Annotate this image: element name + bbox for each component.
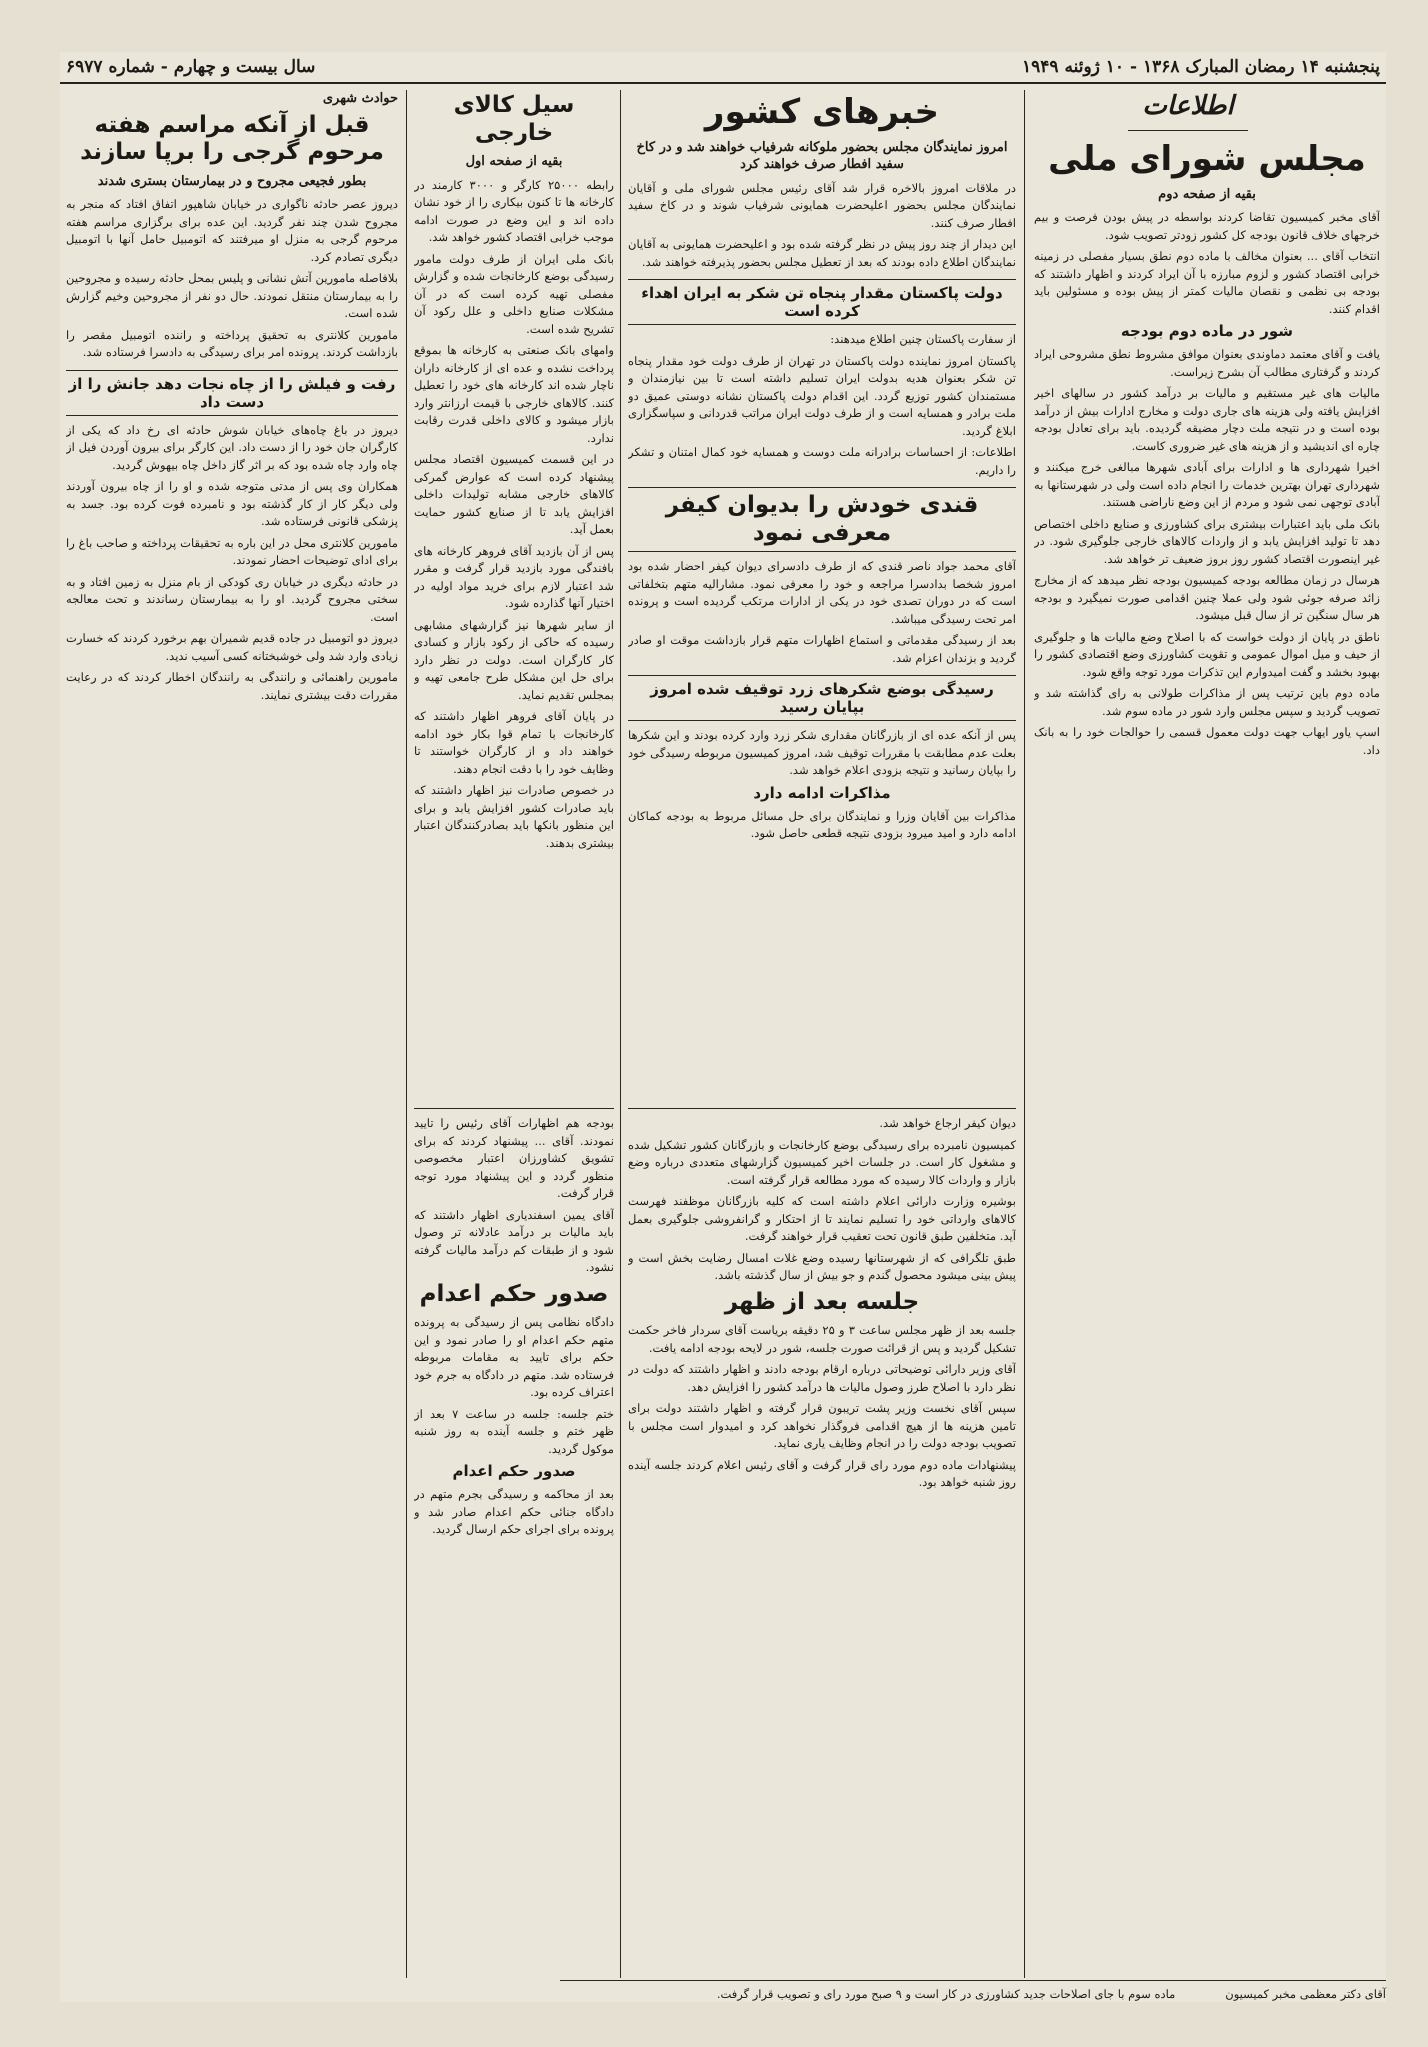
- incidents-column: [66, 88, 398, 1976]
- incidents-subtitle: بطور فجیعی مجروح و در بیمارستان بستری شدند: [97, 173, 367, 189]
- paragraph: مالیات های غیر مستقیم و مالیات بر درآمد کشور در سالهای اخیر افزایش یافته ولی هزینه های جاری دولت و مخارج ادارات بیش از درآمد بوده است و در نتیجه ملت دچار مضیقه گردیده. باید برای تعادل بودجه چاره ای اندیشید و از هزینه های غیر ضروری کاست.: [1034, 386, 1380, 453]
- paragraph: دیوان کیفر ارجاع خواهد شد.: [879, 1116, 1016, 1130]
- paragraph: مذاکرات بین آقایان وزرا و نمایندگان برای حل مسائل مربوط به بودجه کماکان ادامه دارد و امید میرود بزودی نتیجه قطعی حاصل شود.: [628, 808, 1016, 841]
- paragraph: در این قسمت کمیسیون اقتصاد مجلس پیشنهاد کرده است که عوارض گمرکی کالاهای خارجی مشابه تولیدات داخلی افزایش یابد تا از صنایع کشور حمایت بعمل آید.: [414, 452, 614, 537]
- paragraph: بوشیره وزارت دارائی اعلام داشته است که کلیه بازرگانان موظفند فهرست کالاهای وارداتی خود را تسلیم نمایند تا از احتکار و گرانفروشی جلوگیری بعمل آید. متخلفین طبق قانون تحت تعقیب قرار خواهند گرفت.: [628, 1194, 1016, 1243]
- paragraph: کمیسیون نامبرده برای رسیدگی بوضع کارخانجات و بازرگانان کشور تشکیل شده و مشغول کار است. در جلسات اخیر کمیسیون گزارشهای متعددی درباره وضع بازار و واردات کالا رسیده که مورد مطالعه قرار گرفته است.: [628, 1137, 1016, 1187]
- budget-block-left: [414, 1100, 614, 1980]
- budget-block-right: [628, 1100, 1016, 1980]
- section-heading: شور در ماده دوم بودجه: [1120, 322, 1294, 341]
- paragraph: بعد از محاکمه و رسیدگی بجرم متهم در دادگاه جنائی حکم اعدام صادر شد و پرونده برای اجرای حکم ارسال گردید.: [414, 1487, 614, 1537]
- paragraph: این دیدار از چند روز پیش در نظر گرفته شده بود و اعلیحضرت همایونی به آقایان نمایندگان اطلاع داده بودند که بعد از تعطیل مجلس بحضور پذیرفته خواهند شد.: [628, 237, 1016, 269]
- section-heading: صدور حکم اعدام: [419, 1280, 609, 1307]
- news-lead: امروز نمایندگان مجلس بحضور ملوکانه شرفیاب خواهند شد و در کاخ سفید افطار صرف خواهند کرد: [636, 139, 1008, 173]
- foreign-title: سیل کالای خارجی: [453, 92, 575, 146]
- paragraph: یافت و آقای معتمد دماوندی بعنوان موافق مشروط نطق مشروحی ایراد کردند و گرفتاری مطالب آن بشرح زیراست.: [1034, 347, 1380, 379]
- paragraph: آقای یمین اسفندیاری اظهار داشتند که باید مالیات بر درآمد عادلانه تر وصول شود و از طبقات کم درآمد مالیات گرفته نشود.: [414, 1207, 614, 1274]
- paragraph: وامهای بانک صنعتی به کارخانه ها بموقع پرداخت نشده و عده ای از کارخانه داران ناچار شده اند کارخانه های خود را تعطیل کنند. کالاهای خارجی با قیمت ارزانتر وارد بازار میشود و کالای داخلی قدرت رقابت ندارد.: [414, 343, 614, 445]
- header-bar: [60, 52, 1386, 84]
- paragraph: در حادثه دیگری در خیابان ری کودکی از بام منزل به زمین افتاد و به سختی مجروح گردید. او را به بیمارستان رساندند و تحت معالجه است.: [66, 574, 398, 624]
- news-column: [628, 88, 1016, 1093]
- paragraph: اسپ یاور ایهاب جهت دولت معمول قسمی را حوالجات خود را به بانک داد.: [1034, 725, 1380, 757]
- paragraph: مامورین راهنمائی و رانندگی به رانندگان اخطار کردند که در رعایت مقررات دقت بیشتری نمایند.: [66, 670, 398, 702]
- section-heading: مذاکرات ادامه دارد: [753, 783, 891, 802]
- paragraph: دادگاه نظامی پس از رسیدگی به پرونده متهم حکم اعدام او را صادر نمود و این حکم برای تایید به مقامات مربوطه فرستاده شد. متهم در دادگاه به جرم خود اعتراف کرده بود.: [414, 1315, 614, 1400]
- section-heading: صدور حکم اعدام: [452, 1462, 576, 1481]
- paragraph: سپس آقای نخست وزیر پشت تریبون قرار گرفته و اظهار داشتند دولت برای تامین هزینه ها از هیچ اقدامی فروگذار نخواهد کرد و امیدوار است مجلس با تصویب بودجه دولت را در انجام وظایف یاری نماید.: [628, 1401, 1016, 1451]
- paragraph: در خصوص صادرات نیز اظهار داشتند که باید صادرات کشور افزایش یابد و برای این منظور بانکها باید بصادرکنندگان اعتبار بیشتری بدهند.: [414, 783, 614, 850]
- paragraph: رابطه ۲۵۰۰۰ کارگر و ۳۰۰۰ کارمند در کارخانه ها تا کنون بیکاری را از خود نشان داده اند و این وضع در صورت ادامه موجب خرابی اقتصاد کشور خواهد شد.: [414, 177, 614, 245]
- section-heading: رسیدگی بوضع شکرهای زرد توقیف شده امروز بپایان رسید: [628, 675, 1016, 721]
- paragraph: دیروز دو اتومبیل در جاده قدیم شمیران بهم برخورد کردند که خسارت زیادی وارد شد ولی خوشبختانه کسی آسیب ندید.: [66, 631, 398, 663]
- paragraph: از سفارت پاکستان چنین اطلاع میدهند:: [830, 332, 1016, 347]
- date-line: پنجشنبه ۱۴ رمضان المبارک ۱۳۶۸ - ۱۰ ژوئنه ۱۹۴۹: [1022, 57, 1380, 77]
- footer-strip: [560, 1980, 1386, 2007]
- paragraph: پیشنهادات ماده دوم مورد رای قرار گرفت و آقای رئیس اعلام کردند جلسه آینده روز شنبه خواهد بود.: [628, 1457, 1016, 1490]
- paragraph: ختم جلسه: جلسه در ساعت ۷ بعد از ظهر ختم و جلسه آینده به روز شنبه موکول گردید.: [414, 1406, 614, 1456]
- paragraph: پاکستان امروز نماینده دولت پاکستان در تهران از طرف دولت خود مقدار پنجاه تن شکر بعنوان هدیه بدولت ایران تسلیم داشته است تا بین نیازمندان و مستمندان کشور توزیع گردد. این اقدام دولت پاکستان نشانه دوستی عمیق دو ملت برادر و همسایه است و از طرف دولت ایران مراتب قدردانی و سپاسگزاری ابلاغ گردید.: [628, 353, 1016, 438]
- issue-line: سال بیست و چهارم - شماره ۶۹۷۷: [66, 57, 316, 77]
- paragraph: اخیرا شهرداری ها و ادارات برای آبادی شهرها مبالغی خرج میکنند و شهرداری تهران بهترین خدمات را انجام داده است ولی در شهرستانها به آبادی توجهی نمی شود و مردم از این وضع ناراضی هستند.: [1034, 460, 1380, 510]
- footer-note: ماده سوم با جای اصلاحات جدید کشاورزی در کار است و ۹ صبح مورد رای و تصویب قرار گرفت.: [716, 1987, 1176, 2001]
- masthead-logo: اطلاعات: [1128, 82, 1248, 131]
- paragraph: جلسه بعد از ظهر مجلس ساعت ۳ و ۲۵ دقیقه بریاست آقای سردار فاخر حکمت تشکیل گردید و پس از قرائت صورت جلسه، شور در لایحه بودجه ادامه یافت.: [628, 1323, 1016, 1355]
- paragraph: ماده دوم باین ترتیب پس از مذاکرات طولانی به رای گذاشته شد و تصویب گردید و سپس مجلس وارد شور در ماده سوم شد.: [1034, 686, 1380, 718]
- paragraph: آقای وزیر دارائی توضیحاتی درباره ارقام بودجه دادند و اظهار داشتند که دولت در نظر دارد با اصلاح طرز وصول مالیات ها درآمد کشور را افزایش دهد.: [628, 1362, 1016, 1394]
- divider: [414, 1108, 614, 1109]
- divider: [628, 1108, 1016, 1109]
- paragraph: پس از آن بازدید آقای فروهر کارخانه های بافندگی مورد بازدید قرار گرفت و مقرر شد اعتبار لازم برای خرید مواد اولیه در اختیار آنها گذارده شود.: [414, 543, 614, 611]
- paragraph: بانک ملی ایران از طرف دولت مامور رسیدگی بوضع کارخانجات شده و گزارش مفصلی تهیه کرده است که در آن مشکلات صنایع داخلی و علل رکود آن تشریح شده است.: [414, 251, 614, 336]
- paragraph: دیروز عصر حادثه ناگواری در خیابان شاهپور اتفاق افتاد که منجر به مجروح شدن چند نفر گردید. این عده برای برگزاری مراسم هفته مرحوم گرجی به منزل او میرفتند که اتومبیل حامل آنها با اتومبیل دیگری تصادم کرد.: [66, 197, 398, 264]
- paragraph: بودجه هم اظهارات آقای رئیس را تایید نمودند. آقای ... پیشنهاد کردند که برای تشویق کشاورزان اعتبار مخصوصی منظور گردد و این پیشنهاد مورد توجه قرار گرفت.: [414, 1116, 614, 1200]
- incidents-kicker: حوادث شهری: [322, 91, 398, 106]
- section-heading: قندی خودش را بدیوان کیفر معرفی نمود: [628, 487, 1016, 552]
- majlis-cont: بقیه از صفحه دوم: [1158, 186, 1256, 202]
- paragraph: مامورین کلانتری محل در این باره به تحقیقات پرداخته و صاحب باغ را برای ادای توضیحات احضار نمودند.: [66, 535, 398, 568]
- paragraph: بانک ملی باید اعتبارات بیشتری برای کشاورزی و صنایع داخلی اختصاص دهد تا تولید افزایش یابد و از واردات کالاهای خارجی جلوگیری شود. در غیر اینصورت اقتصاد کشور روز بروز ضعیف تر خواهد شد.: [1034, 516, 1380, 566]
- paragraph: پس از آنکه عده ای از بازرگانان مقداری شکر زرد وارد کرده بودند و این شکرها بعلت عدم مطابقت با مقررات توقیف شد، امروز کمیسیون مربوطه رسیدگی خود را بپایان رسانید و نتیجه بزودی اعلام خواهد شد.: [628, 728, 1016, 778]
- majlis-title: مجلس شورای ملی: [1048, 139, 1366, 179]
- paragraph: در پایان آقای فروهر اظهار داشتند که کارخانجات با تمام قوا بکار خود ادامه خواهند داد و از کارگران خواستند تا وظایف خود را با دقت انجام دهند.: [414, 709, 614, 776]
- paragraph: از سایر شهرها نیز گزارشهای مشابهی رسیده که حاکی از رکود بازار و کسادی کار کارگران است. دولت در نظر دارد برای حل این مشکل طرح جامعی تهیه و بمجلس تقدیم نماید.: [414, 617, 614, 702]
- column-rule: [1024, 90, 1025, 1978]
- paragraph: انتخاب آقای ... بعنوان مخالف با ماده دوم نطق بسیار مفصلی در زمینه خرابی اقتصاد کشور و لزوم مبارزه با آن ایراد کردند و اظهار داشتند که بودجه بی نظمی و نقصان مالیات کمتر از پیش بوده و مسئولین باید اقدام کنند.: [1034, 249, 1380, 316]
- paragraph: در ملاقات امروز بالاخره قرار شد آقای رئیس مجلس شورای ملی و آقایان نمایندگان مجلس بحضور اعلیحضرت همایونی شرفیاب شوند و در کاخ سفید افطار صرف کنند.: [628, 180, 1016, 230]
- paragraph: مامورین کلانتری به تحقیق پرداخته و راننده اتومبیل مقصر را بازداشت کردند. پرونده امر برای رسیدگی به دادسرا فرستاده شد.: [66, 327, 398, 360]
- paragraph: ناطق در پایان از دولت خواست که با اصلاح وضع مالیات ها و جلوگیری از حیف و میل اموال عمومی و تقویت کشاورزی وضع اقتصادی کشور را بهبود بخشد و گفت امیدوارم این تذکرات مورد توجه واقع شود.: [1034, 629, 1380, 679]
- footer-note: آقای دکتر معظمی مخبر کمیسیون: [1225, 1987, 1386, 2001]
- paragraph: بلافاصله مامورین آتش نشانی و پلیس بمحل حادثه رسیده و مجروحین را به بیمارستان منتقل نمودند. حال دو نفر از مجروحین وخیم گزارش شده است.: [66, 271, 398, 321]
- foreign-goods-column: [414, 88, 614, 1093]
- majlis-column: [1034, 135, 1380, 2023]
- column-rule: [620, 90, 621, 1978]
- section-heading: جلسه بعد از ظهر: [724, 1288, 920, 1315]
- paragraph: دیروز در باغ چاه‌های خیابان شوش حادثه ای رخ داد که یکی از کارگران جان خود را از دست داد. این کارگر برای بیرون آوردن فیل از چاه وارد چاه شده بود که بر اثر گاز داخل چاه بیهوش گردید.: [66, 422, 398, 472]
- paragraph: همکاران وی پس از مدتی متوجه شده و او را از چاه بیرون آوردند ولی دیگر کار از کار گذشته بود و نامبرده فوت کرده بود. جسد به پزشکی قانونی فرستاده شد.: [66, 479, 398, 529]
- paragraph: آقای محمد جواد ناصر قندی که از طرف دادسرای دیوان کیفر احضار شده بود امروز شخصا بدادسرا مراجعه و خود را معرفی نمود. مشارالیه متهم بتخلفاتی است که در دوران تصدی خود در یکی از ادارات مرتکب گردیده است و پرونده امر تحت رسیدگی میباشد.: [628, 559, 1016, 626]
- section-heading: رفت و فیلش را از چاه نجات دهد جانش را از دست داد: [66, 370, 398, 416]
- section-heading: دولت پاکستان مقدار پنجاه تن شکر به ایران اهداء کرده است: [628, 279, 1016, 325]
- paragraph: اطلاعات: از احساسات برادرانه ملت دوست و همسایه خود کمال امتنان و تشکر را داریم.: [628, 445, 1016, 477]
- paragraph: هرسال در زمان مطالعه بودجه کمیسیون بودجه نظر میدهد که از مخارج زائد صرفه جوئی شود ولی عملا چنین اقدامی صورت نمیگیرد و بودجه هر سال سنگین تر از سال قبل میشود.: [1034, 573, 1380, 623]
- column-rule: [406, 90, 407, 1978]
- paragraph: بعد از رسیدگی مقدماتی و استماع اظهارات متهم قرار بازداشت موقت او صادر گردید و بزندان اعزام شد.: [628, 633, 1016, 665]
- news-title: خبرهای کشور: [704, 92, 940, 132]
- paragraph: طبق تلگرافی که از شهرستانها رسیده وضع غلات امسال رضایت بخش است و پیش بینی میشود محصول گندم و جو بیش از سال گذشته باشد.: [628, 1250, 1016, 1282]
- foreign-cont: بقیه از صفحه اول: [465, 154, 563, 170]
- incidents-title: قبل از آنکه مراسم هفته مرحوم گرجی را برپا سازند: [80, 111, 384, 166]
- paragraph: آقای مخبر کمیسیون تقاضا کردند بواسطه در پیش بودن فرصت و بیم خرجهای خلاف قانون بودجه کل کشور زودتر تصویب شود.: [1034, 210, 1380, 242]
